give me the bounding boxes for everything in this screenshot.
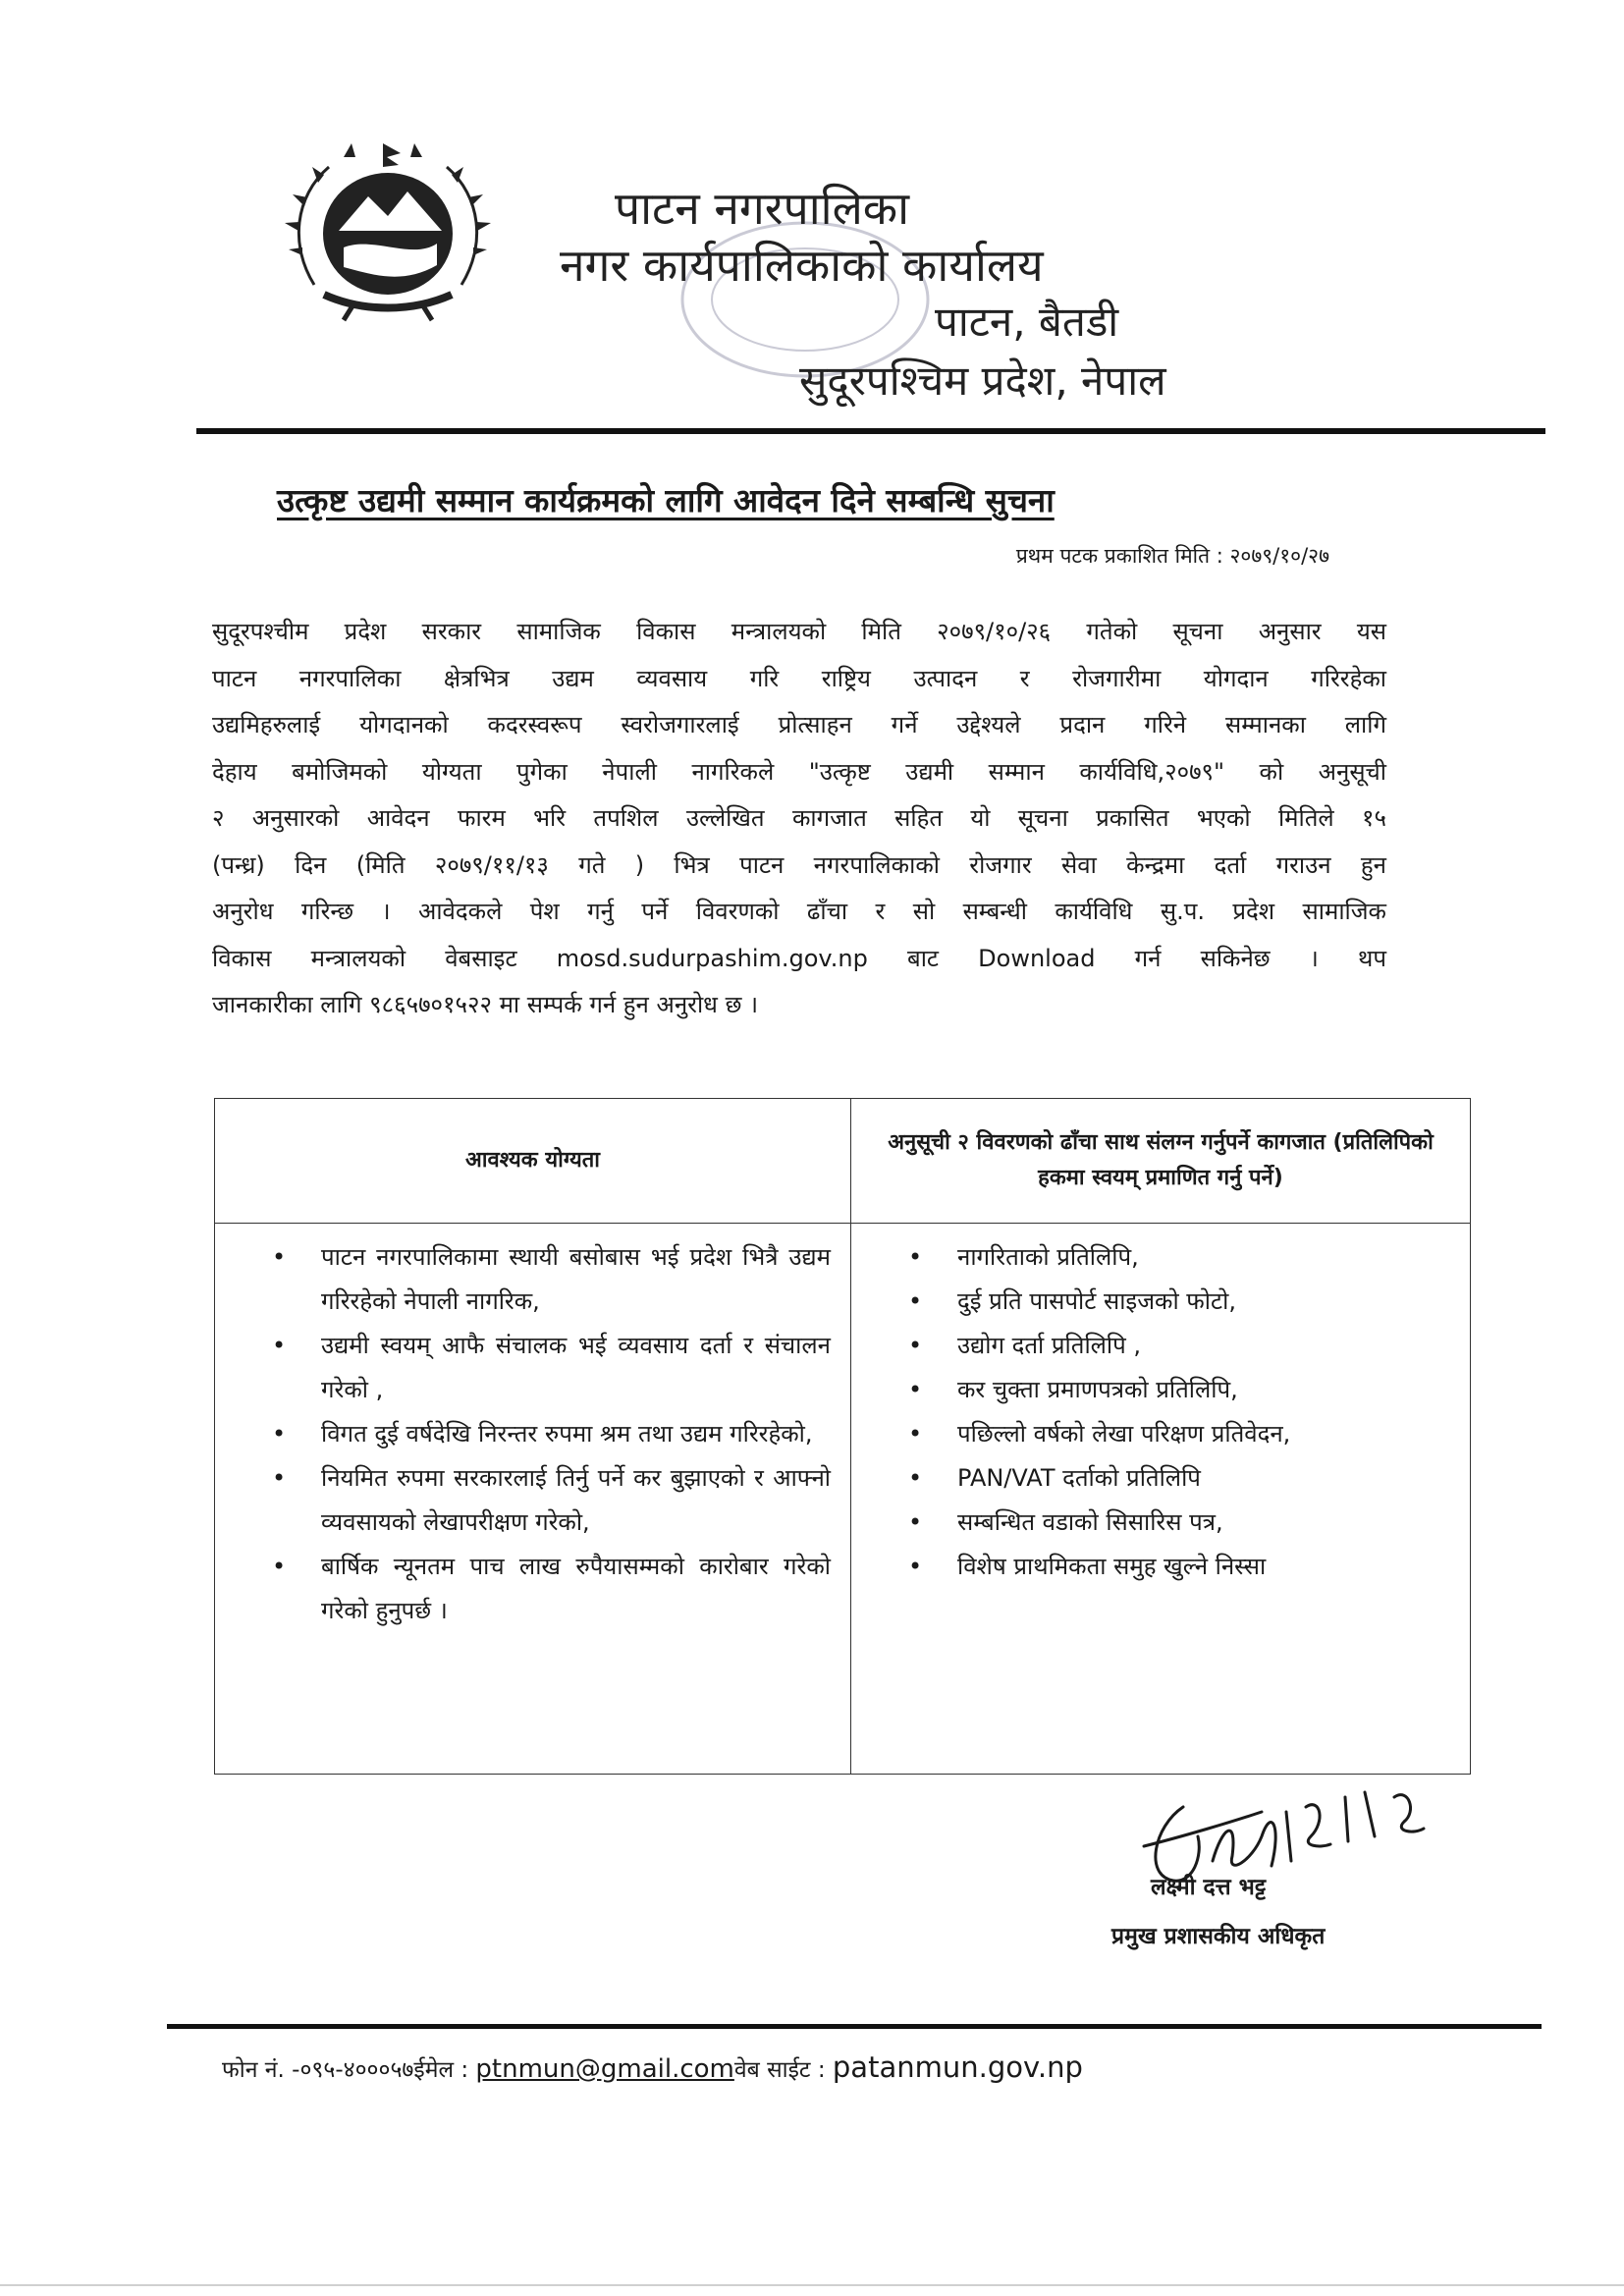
bullet-icon: • [908, 1464, 923, 1492]
bullet-icon: • [272, 1332, 287, 1359]
qualifications-cell [215, 1224, 851, 1775]
bullet-icon: • [908, 1376, 923, 1403]
signatory-name: लक्ष्मी दत्त भट्ट [1151, 1875, 1267, 1900]
scan-edge-divider [0, 2284, 1624, 2286]
list-item: • दुई प्रति पासपोर्ट साइजको फोटो, [851, 1280, 1470, 1324]
list-item: • सम्बन्धित वडाको सिसारिस पत्र, [851, 1501, 1470, 1545]
header-divider [196, 428, 1545, 434]
office-location: पाटन, बैतडी [935, 298, 1119, 346]
bullet-icon: • [908, 1553, 923, 1580]
notice-title: उत्कृष्ट उद्यमी सम्मान कार्यक्रमको लागि आवेदन दिने सम्बन्धि सुचना [277, 481, 1055, 519]
body-line: अनुरोध गरिन्छ । आवेदकले पेश गर्नु पर्ने विवरणको ढाँचा र सो सम्बन्धी कार्यविधि सु.प. प्रदेश सामाजिक [212, 898, 1386, 925]
body-line: विकास मन्त्रालयको वेबसाइट mosd.sudurpashim.gov.np बाट Download गर्न सकिनेछ । थप [212, 944, 1386, 972]
body-line: उद्यमिहरुलाई योगदानको कदरस्वरूप स्वरोजगारलाई प्रोत्साहन गर्ने उद्देश्यले प्रदान गरिने सम्मानका लागि [212, 711, 1386, 738]
documents-list [851, 1235, 1470, 1589]
bullet-icon: • [908, 1287, 923, 1315]
list-item: • उद्योग दर्ता प्रतिलिपि , [851, 1324, 1470, 1368]
qualifications-list [215, 1235, 850, 1633]
documents-cell [851, 1224, 1471, 1775]
signatory-title: प्रमुख प्रशासकीय अधिकृत [1111, 1924, 1326, 1949]
municipality-name: पाटन नगरपालिका [615, 182, 910, 235]
list-item: • पछिल्लो वर्षको लेखा परिक्षण प्रतिवेदन, [851, 1412, 1470, 1456]
list-item: • नियमित रुपमा सरकारलाई तिर्नु पर्ने कर बुझाएको र आफ्नो व्यवसायको लेखापरीक्षण गरेको, [215, 1456, 850, 1545]
list-item: • बार्षिक न्यूनतम पाच लाख रुपैयासम्मको कारोबार गरेको गरेको हुनुपर्छ । [215, 1545, 850, 1633]
footer-contact [222, 2050, 1083, 2084]
footer-email-label: ईमेल : [413, 2057, 476, 2083]
bullet-icon: • [908, 1332, 923, 1359]
bullet-icon: • [908, 1508, 923, 1536]
qualifications-header: आवश्यक योग्यता [215, 1099, 851, 1224]
office-name: नगर कार्यपालिकाको कार्यालय [560, 239, 1044, 292]
bullet-icon: • [272, 1243, 287, 1271]
list-item: • विगत दुई वर्षदेखि निरन्तर रुपमा श्रम तथा उद्यम गरिरहेको, [215, 1412, 850, 1456]
body-line: देहाय बमोजिमको योग्यता पुगेका नेपाली नागरिकले "उत्कृष्ट उद्यमी सम्मान कार्यविधि,२०७९" को अनुसूची [212, 757, 1386, 786]
requirements-table [214, 1098, 1471, 1775]
list-item: • कर चुक्ता प्रमाणपत्रको प्रतिलिपि, [851, 1368, 1470, 1412]
province-country: सुदूरपश्चिम प्रदेश, नेपाल [799, 356, 1166, 405]
bullet-icon: • [272, 1464, 287, 1492]
list-item: • नागरिताको प्रतिलिपि, [851, 1235, 1470, 1280]
bullet-icon: • [272, 1420, 287, 1448]
published-date: प्रथम पटक प्रकाशित मिति : २०७९/१०/२७ [1015, 544, 1329, 568]
footer-email-link[interactable]: ptnmun@gmail.com [475, 2054, 734, 2084]
bullet-icon: • [908, 1420, 923, 1448]
bullet-icon: • [908, 1243, 923, 1271]
body-line: जानकारीका लागि ९८६५७०१५२२ मा सम्पर्क गर्न हुन अनुरोध छ । [212, 991, 759, 1018]
list-item: • उद्यमी स्वयम् आफै संचालक भई व्यवसाय दर्ता र संचालन गरेको , [215, 1324, 850, 1412]
footer-site-label: वेब साईट : [733, 2057, 833, 2083]
notice-body [212, 609, 1386, 1029]
footer-phone: फोन नं. -०९५-४०००५७ [222, 2057, 414, 2083]
body-line: पाटन नगरपालिका क्षेत्रभित्र उद्यम व्यवसाय गरि राष्ट्रिय उत्पादन र रोजगारीमा योगदान गरिरहेका [212, 664, 1386, 692]
bullet-icon: • [272, 1553, 287, 1580]
footer-website-link[interactable]: patanmun.gov.np [832, 2050, 1083, 2084]
list-item: • विशेष प्राथमिकता समुह खुल्ने निस्सा [851, 1545, 1470, 1589]
list-item: • PAN/VAT दर्ताको प्रतिलिपि [851, 1456, 1470, 1501]
documents-header: अनुसूची २ विवरणको ढाँचा साथ संलग्न गर्नुपर्ने कागजात (प्रतिलिपिको हकमा स्वयम् प्रमाणित गर्नु पर्ने) [851, 1099, 1471, 1224]
body-line: सुदूरपश्चीम प्रदेश सरकार सामाजिक विकास मन्त्रालयको मिति २०७९/१०/२६ गतेको सूचना अनुसार यस [212, 618, 1386, 645]
footer-divider [167, 2024, 1542, 2029]
body-line: २ अनुसारको आवेदन फारम भरि तपशिल उल्लेखित कागजात सहित यो सूचना प्रकासित भएको मितिले १५ [212, 804, 1386, 832]
list-item: • पाटन नगरपालिकामा स्थायी बसोबास भई प्रदेश भित्रै उद्यम गरिरहेको नेपाली नागरिक, [215, 1235, 850, 1324]
body-line: (पन्ध्र) दिन (मिति २०७९/११/१३ गते ) भित्र पाटन नगरपालिकाको रोजगार सेवा केन्द्रमा दर्ता गराउन हुन [212, 850, 1386, 879]
nepal-government-emblem [285, 137, 491, 324]
